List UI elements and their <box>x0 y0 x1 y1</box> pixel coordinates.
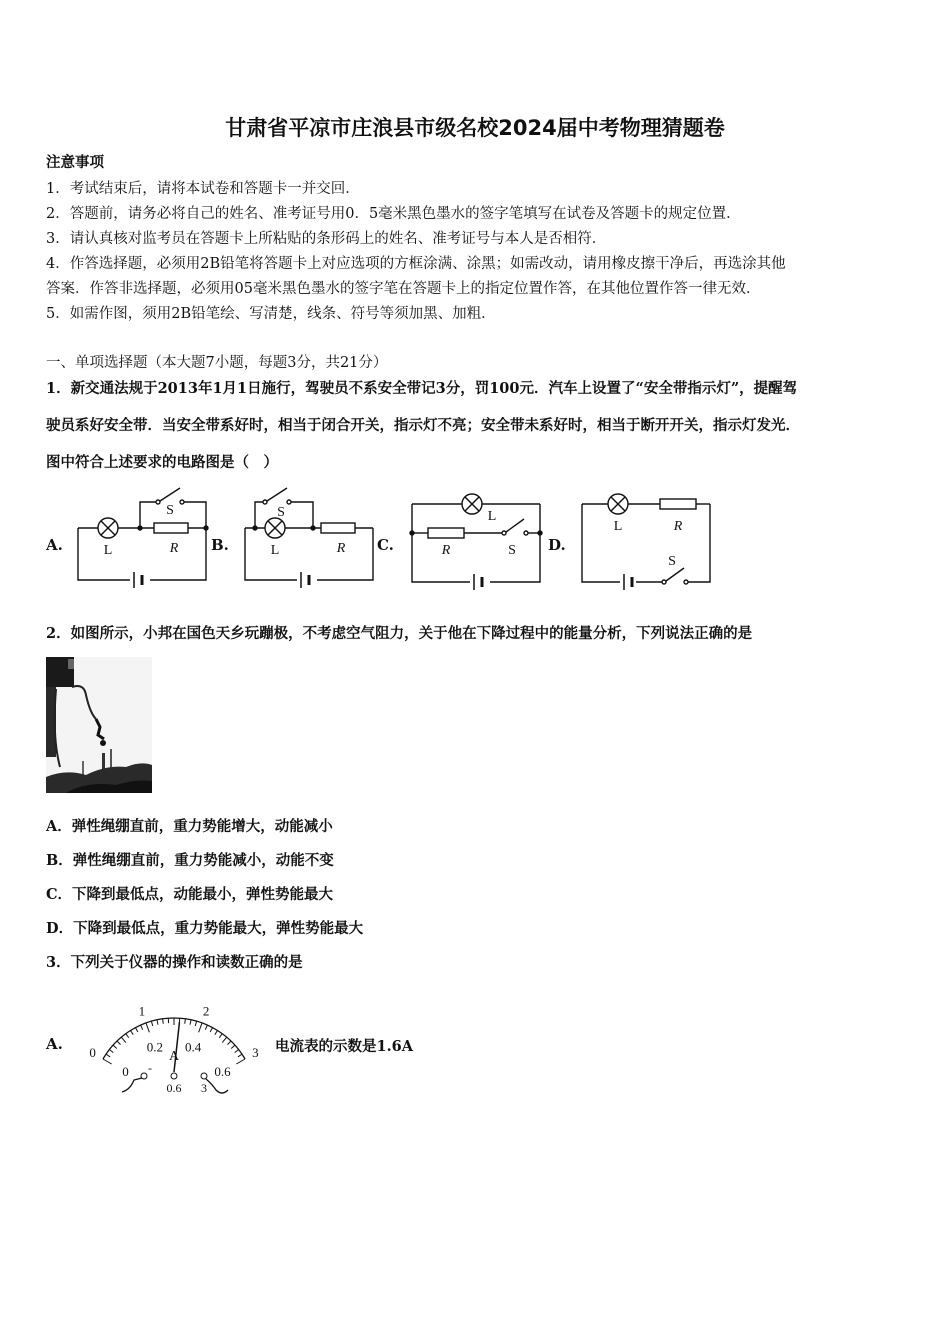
terminal-3 <box>201 1073 207 1079</box>
circuit-c-resistor-label: R <box>441 543 451 558</box>
ammeter-scale-tick <box>103 1059 112 1064</box>
circuit-d-resistor-label: R <box>673 519 683 534</box>
ammeter-diagram <box>70 980 280 1098</box>
q3-option-a-caption: 电流表的示数是1.6A <box>275 1038 413 1055</box>
circuit-b-resistor-label: R <box>336 541 346 556</box>
ammeter-scale-tick <box>205 1025 207 1030</box>
ammeter-scale-tick <box>235 1050 239 1053</box>
q2-option-a: A．弹性绳绷直前，重力势能增大，动能减小 <box>46 818 333 835</box>
circuit-c-lamp-label: L <box>487 509 497 524</box>
q2-option-d: D．下降到最低点，重力势能最大，弹性势能最大 <box>46 920 364 937</box>
notice-item-4-cont: 答案．作答非选择题，必须用05毫米黑色墨水的签字笔在答题卡上的指定位置作答，在其他位置作答一律无效． <box>46 281 761 297</box>
q2-option-b: B．弹性绳绷直前，重力势能减小，动能不变 <box>46 852 334 869</box>
terminal-label: 0.6 <box>166 1081 182 1095</box>
q1-option-d-label: D. <box>548 536 566 554</box>
ammeter-scale-tick <box>185 1019 186 1024</box>
ammeter-scale-tick <box>141 1025 143 1030</box>
q1-option-c-label: C. <box>377 536 394 554</box>
ammeter-scale-tick <box>210 1028 212 1032</box>
scale-inner-label: 0.6 <box>214 1064 231 1079</box>
notice-item-4: 4．作答选择题，必须用2B铅笔将答题卡上对应选项的方框涂满、涂黑；如需改动，请用橡皮擦干净后，再选涂其他 <box>46 256 786 272</box>
circuit-a-switch-label: S <box>166 503 174 518</box>
notice-item-5: 5．如需作图，须用2B铅笔绘、写清楚，线条、符号等须加黑、加粗． <box>46 306 496 322</box>
q1-stem-line3: 图中符合上述要求的电路图是（ ） <box>46 454 278 471</box>
circuit-b-switch-label: S <box>277 505 285 520</box>
circuit-a-resistor-label: R <box>169 541 179 556</box>
q2-option-c: C．下降到最低点，动能最小，弹性势能最大 <box>46 886 334 903</box>
terminal-label: - <box>148 1061 152 1075</box>
ammeter-scale-tick <box>163 1019 164 1024</box>
q1-stem-line1: 1．新交通法规于2013年1月1日施行，驾驶员不系安全带记3分，罚100元．汽车上设置了“安全带指示灯”，提醒驾 <box>46 380 798 397</box>
ammeter-scale-tick <box>106 1054 110 1057</box>
ammeter-scale-tick <box>190 1020 191 1025</box>
circuit-diagram-b <box>237 480 379 590</box>
q1-stem-line2: 驶员系好安全带．当安全带系好时，相当于闭合开关，指示灯不亮；安全带未系好时，相当于断开开关，指示灯发光． <box>46 417 800 434</box>
ammeter-scale-tick <box>126 1034 129 1038</box>
ammeter-scale-tick <box>157 1020 158 1025</box>
terminal-label: 3 <box>201 1081 207 1095</box>
ammeter-needle <box>174 1022 179 1072</box>
scale-inner-label: 0 <box>122 1064 129 1079</box>
ammeter-scale-tick <box>222 1037 226 1042</box>
notice-heading: 注意事项 <box>46 154 104 171</box>
q1-option-b-label: B. <box>211 536 229 554</box>
ammeter-scale-tick <box>113 1045 117 1048</box>
ammeter-scale-tick <box>146 1023 149 1032</box>
ammeter-scale-tick <box>131 1030 134 1034</box>
circuit-diagram-a <box>70 480 212 590</box>
ammeter-unit-label: A <box>168 1049 180 1064</box>
scale-outer-label: 1 <box>138 1003 146 1019</box>
section-heading: 一、单项选择题（本大题7小题，每题3分，共21分） <box>46 355 388 371</box>
circuit-d-lamp-label: L <box>613 519 623 534</box>
circuit-d-switch-label: S <box>668 554 676 569</box>
ammeter-scale-tick <box>136 1028 138 1032</box>
ammeter-scale-tick <box>109 1050 113 1053</box>
q3-stem: 3．下列关于仪器的操作和读数正确的是 <box>46 954 303 971</box>
ammeter-scale-tick <box>238 1054 242 1057</box>
ammeter-scale-tick <box>199 1023 202 1032</box>
scale-outer-label: 3 <box>252 1045 259 1060</box>
circuit-diagram-d <box>574 486 718 596</box>
ammeter-scale-tick <box>195 1021 196 1026</box>
ammeter-scale-tick <box>227 1041 230 1045</box>
notice-item-2: 2．答题前，请务必将自己的姓名、准考证号用0．5毫米黑色墨水的签字笔填写在试卷及答题卡的规定位置． <box>46 206 741 222</box>
scale-outer-label: 2 <box>202 1003 210 1019</box>
page-title: 甘肃省平凉市庄浪县市级名校2024届中考物理猜题卷 <box>225 116 725 140</box>
q1-option-a-label: A. <box>46 536 63 554</box>
ammeter-scale-tick <box>117 1041 120 1045</box>
scale-inner-label: 0.2 <box>146 1039 163 1055</box>
circuit-c-switch-label: S <box>508 543 516 558</box>
q3-option-a-label: A. <box>46 1035 63 1053</box>
scale-outer-label: 0 <box>89 1045 96 1060</box>
ammeter-scale-tick <box>231 1045 235 1048</box>
notice-item-1: 1．考试结束后，请将本试卷和答题卡一并交回． <box>46 181 360 197</box>
circuit-a-lamp-label: L <box>103 543 113 558</box>
ammeter-scale-tick <box>219 1034 222 1038</box>
circuit-b-lamp-label: L <box>270 543 280 558</box>
ammeter-scale-tick <box>236 1059 245 1064</box>
ammeter-scale-tick <box>215 1030 218 1034</box>
terminal-0-6 <box>171 1073 177 1079</box>
ammeter-scale-tick <box>121 1037 125 1042</box>
q2-stem: 2．如图所示，小邦在国色天乡玩蹦极，不考虑空气阻力，关于他在下降过程中的能量分析，下列说法正确的是 <box>46 625 753 642</box>
scale-inner-label: 0.4 <box>185 1039 202 1055</box>
circuit-diagram-c <box>404 486 548 596</box>
bungee-photo <box>46 657 152 793</box>
notice-item-3: 3．请认真核对监考员在答题卡上所粘贴的条形码上的姓名、准考证号与本人是否相符． <box>46 231 607 247</box>
ammeter-scale-tick <box>151 1021 152 1026</box>
